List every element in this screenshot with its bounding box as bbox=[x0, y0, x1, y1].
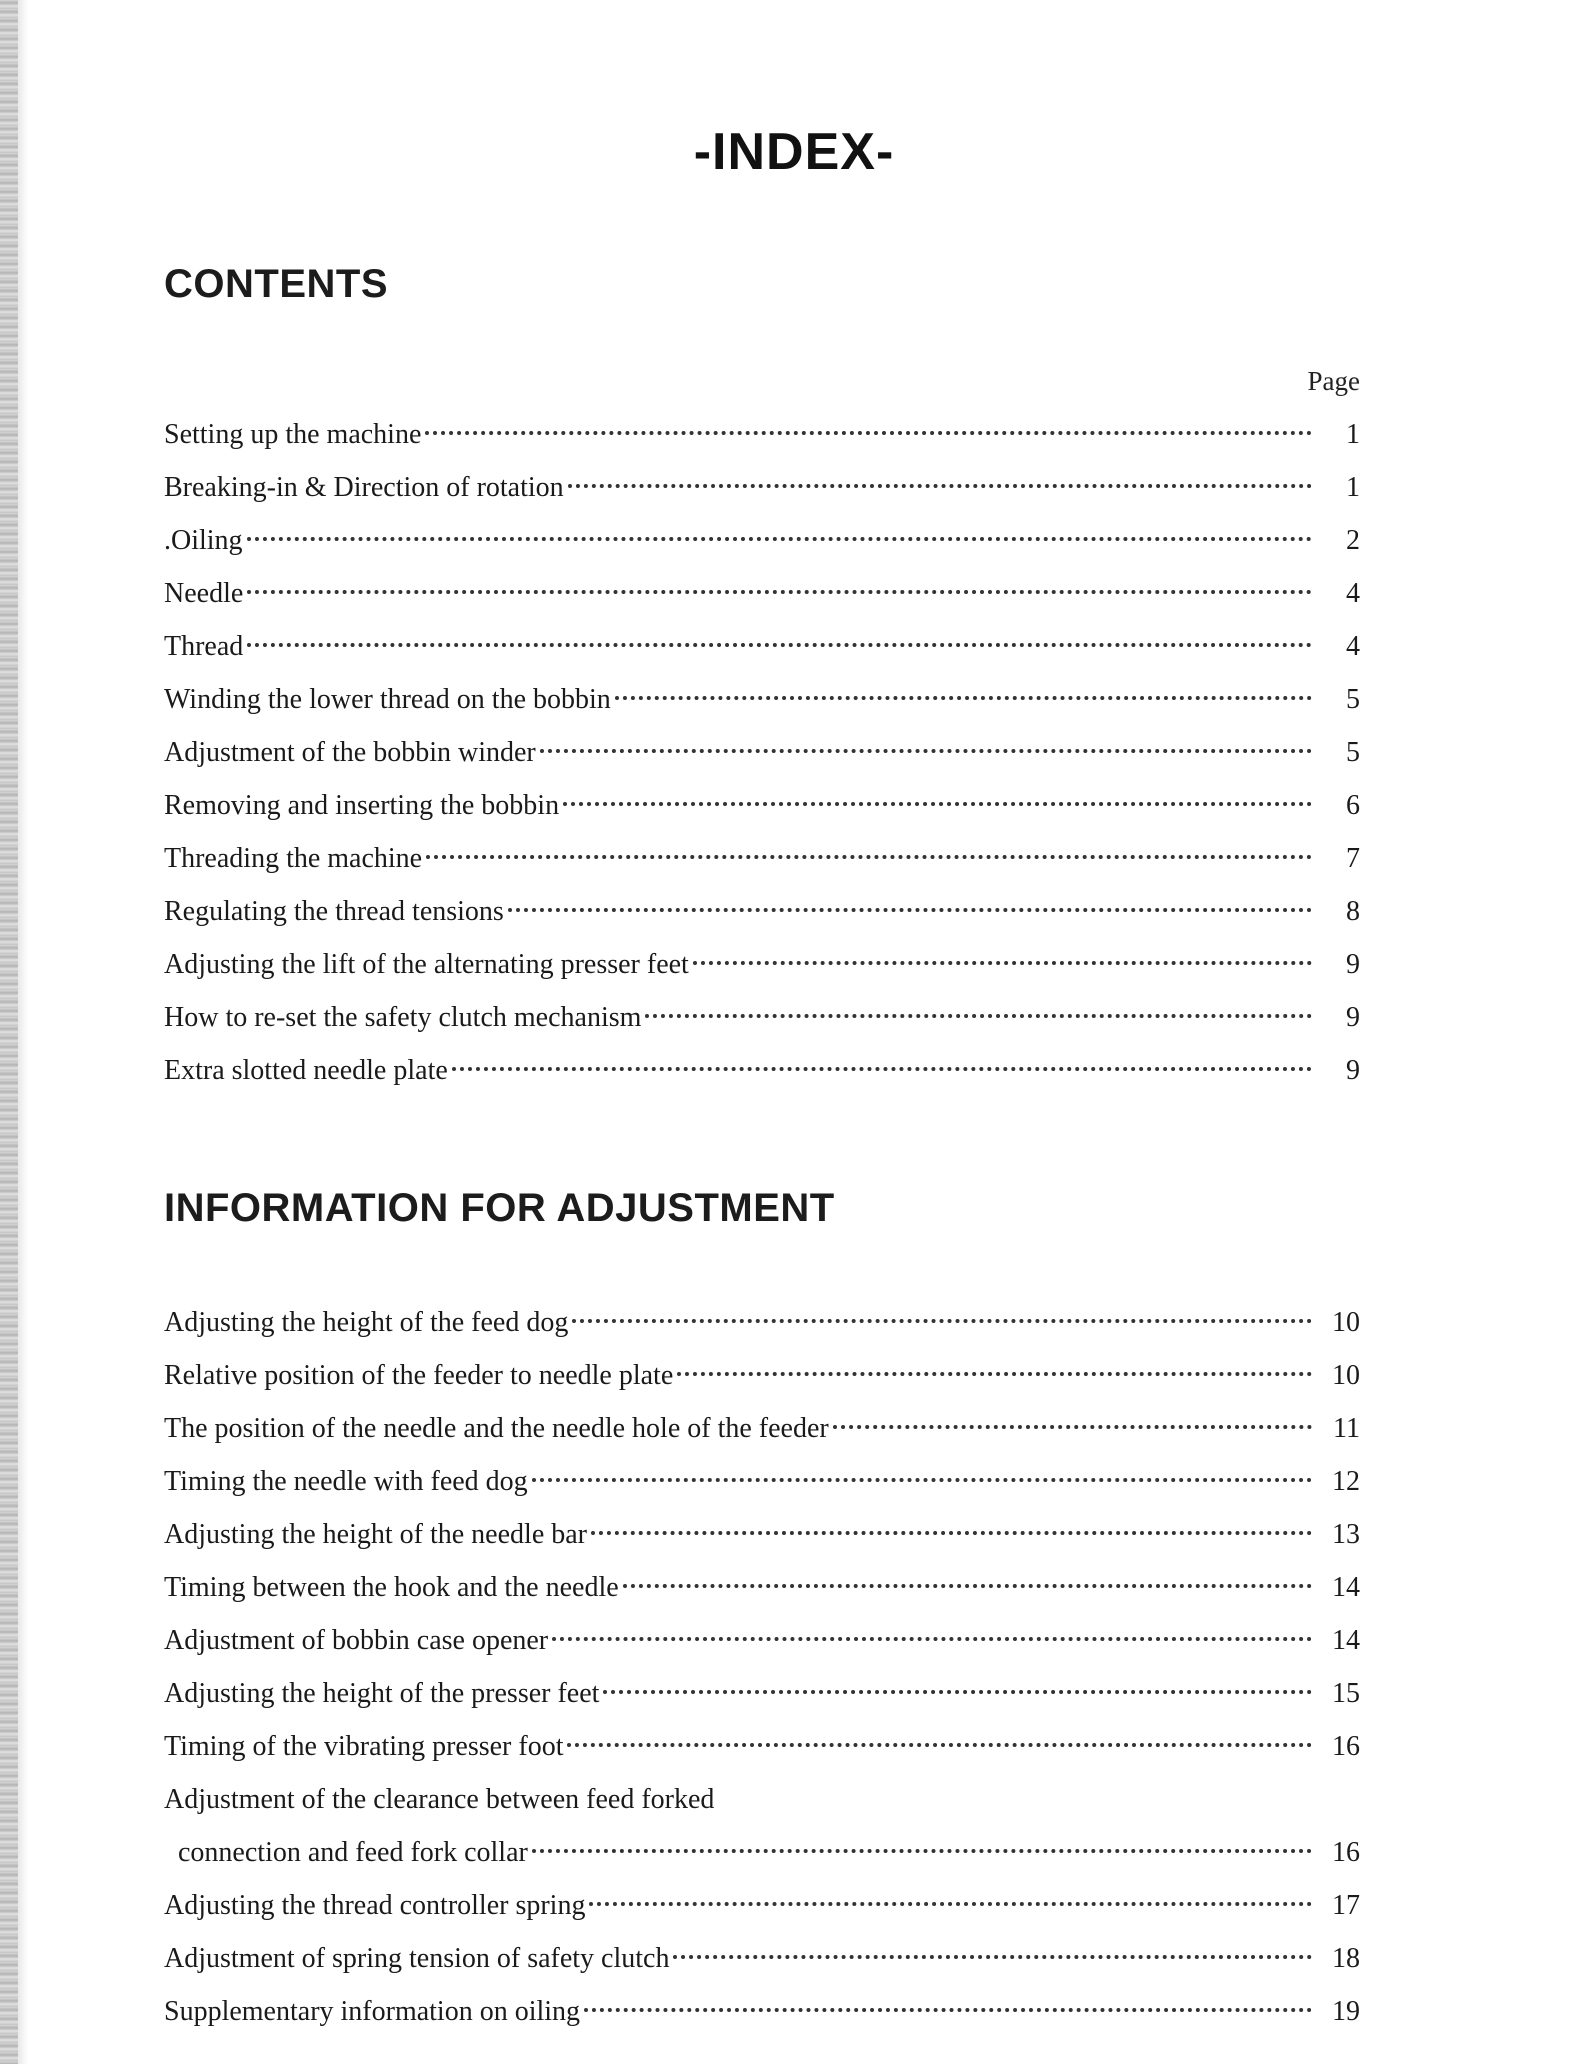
toc-entry-page: 13 bbox=[1332, 1519, 1360, 1550]
toc-entry-page: 2 bbox=[1346, 525, 1360, 556]
dot-leader bbox=[615, 696, 1312, 700]
toc-entry-label: Extra slotted needle plate bbox=[164, 1055, 448, 1086]
toc-entry-label: Timing of the vibrating presser foot bbox=[164, 1731, 564, 1762]
toc-entry bbox=[164, 1720, 1360, 1773]
toc-entry bbox=[164, 1985, 1360, 2038]
toc-entry-label: Adjustment of spring tension of safety clutch bbox=[164, 1943, 670, 1974]
toc-entry-label: Adjusting the height of the feed dog bbox=[164, 1307, 569, 1338]
scan-edge-shadow bbox=[0, 0, 18, 2064]
toc-entry bbox=[164, 1508, 1360, 1561]
toc-entry-label: Adjusting the lift of the alternating presser feet bbox=[164, 949, 689, 980]
toc-entry-label: Breaking-in & Direction of rotation bbox=[164, 472, 564, 503]
dot-leader bbox=[532, 1849, 1312, 1853]
toc-entry bbox=[164, 1879, 1360, 1932]
toc-entry-page: 5 bbox=[1346, 684, 1360, 715]
toc-entry-label: Adjusting the height of the presser feet bbox=[164, 1678, 600, 1709]
toc-entry bbox=[164, 620, 1360, 673]
toc-entry bbox=[164, 1349, 1360, 1402]
dot-leader bbox=[589, 1902, 1312, 1906]
toc-entry-label: Supplementary information on oiling bbox=[164, 1996, 581, 2027]
toc-entry-label: Adjustment of bobbin case opener bbox=[164, 1625, 549, 1656]
dot-leader bbox=[591, 1531, 1312, 1535]
dot-leader bbox=[247, 643, 1312, 647]
toc-entry-page: 8 bbox=[1346, 896, 1360, 927]
dot-leader bbox=[623, 1584, 1312, 1588]
dot-leader bbox=[645, 1014, 1312, 1018]
toc-entry-label: Winding the lower thread on the bobbin bbox=[164, 684, 611, 715]
toc-entry-label: Adjustment of the bobbin winder bbox=[164, 737, 536, 768]
toc-entry-page: 10 bbox=[1332, 1360, 1360, 1391]
toc-entry-label: .Oiling bbox=[164, 525, 243, 556]
dot-leader bbox=[508, 908, 1312, 912]
dot-leader bbox=[425, 431, 1312, 435]
dot-leader bbox=[532, 1478, 1312, 1482]
toc-entry-label: Thread bbox=[164, 631, 244, 662]
dot-leader bbox=[567, 1743, 1312, 1747]
toc-entry-page: 18 bbox=[1332, 1943, 1360, 1974]
toc-entry-label: Adjusting the height of the needle bar bbox=[164, 1519, 587, 1550]
adjustment-heading: INFORMATION FOR ADJUSTMENT bbox=[164, 1186, 835, 1230]
dot-leader bbox=[452, 1067, 1312, 1071]
toc-entry-page: 1 bbox=[1346, 472, 1360, 503]
toc-entry bbox=[164, 408, 1360, 461]
toc-entry bbox=[164, 673, 1360, 726]
toc-entry-page: 14 bbox=[1332, 1572, 1360, 1603]
toc-entry bbox=[164, 885, 1360, 938]
toc-entry-label: Adjusting the thread controller spring bbox=[164, 1890, 586, 1921]
toc-entry-page: 4 bbox=[1346, 631, 1360, 662]
dot-leader bbox=[540, 749, 1312, 753]
toc-entry-page: 14 bbox=[1332, 1625, 1360, 1656]
toc-entry bbox=[164, 938, 1360, 991]
page-column-label: Page bbox=[1307, 366, 1360, 396]
toc-entry-label: Threading the machine bbox=[164, 843, 423, 874]
toc-entry-page: 17 bbox=[1332, 1890, 1360, 1921]
toc-entry bbox=[164, 1402, 1360, 1455]
dot-leader bbox=[603, 1690, 1312, 1694]
adjustment-list bbox=[164, 1296, 1360, 2038]
toc-entry-label: connection and feed fork collar bbox=[178, 1837, 528, 1868]
toc-entry-page: 4 bbox=[1346, 578, 1360, 609]
toc-entry bbox=[164, 567, 1360, 620]
toc-entry-page: 7 bbox=[1346, 843, 1360, 874]
toc-entry-page: 11 bbox=[1333, 1413, 1360, 1444]
contents-heading: CONTENTS bbox=[164, 262, 388, 306]
toc-entry-page: 16 bbox=[1332, 1731, 1360, 1762]
toc-entry bbox=[164, 1614, 1360, 1667]
toc-entry bbox=[164, 991, 1360, 1044]
toc-entry-page: 16 bbox=[1332, 1837, 1360, 1868]
toc-entry-label: Setting up the machine bbox=[164, 419, 422, 450]
toc-entry-first-line bbox=[164, 1773, 1360, 1826]
toc-entry-label: Timing between the hook and the needle bbox=[164, 1572, 619, 1603]
dot-leader bbox=[568, 484, 1312, 488]
dot-leader bbox=[673, 1955, 1312, 1959]
dot-leader bbox=[247, 590, 1312, 594]
toc-entry-page: 9 bbox=[1346, 1002, 1360, 1033]
toc-entry-page: 9 bbox=[1346, 1055, 1360, 1086]
toc-entry bbox=[164, 461, 1360, 514]
toc-entry bbox=[164, 514, 1360, 567]
dot-leader bbox=[677, 1372, 1312, 1376]
toc-entry bbox=[164, 832, 1360, 885]
toc-entry-page: 6 bbox=[1346, 790, 1360, 821]
dot-leader bbox=[572, 1319, 1312, 1323]
page-title: -INDEX- bbox=[693, 123, 895, 181]
toc-entry-label: Adjustment of the clearance between feed forked bbox=[164, 1784, 715, 1815]
toc-entry-label: Relative position of the feeder to needle plate bbox=[164, 1360, 674, 1391]
toc-entry bbox=[164, 1455, 1360, 1508]
contents-list bbox=[164, 408, 1360, 1097]
toc-entry bbox=[164, 1932, 1360, 1985]
toc-entry-page: 9 bbox=[1346, 949, 1360, 980]
toc-entry-page: 10 bbox=[1332, 1307, 1360, 1338]
toc-entry-label: The position of the needle and the needle hole of the feeder bbox=[164, 1413, 829, 1444]
toc-entry-label: Timing the needle with feed dog bbox=[164, 1466, 528, 1497]
dot-leader bbox=[247, 537, 1312, 541]
toc-entry-page: 15 bbox=[1332, 1678, 1360, 1709]
dot-leader bbox=[584, 2008, 1312, 2012]
toc-entry-page: 1 bbox=[1346, 419, 1360, 450]
toc-entry bbox=[164, 1561, 1360, 1614]
dot-leader bbox=[833, 1425, 1312, 1429]
dot-leader bbox=[426, 855, 1312, 859]
toc-entry bbox=[164, 726, 1360, 779]
toc-entry bbox=[164, 1044, 1360, 1097]
toc-entry-label: Regulating the thread tensions bbox=[164, 896, 504, 927]
dot-leader bbox=[693, 961, 1312, 965]
toc-entry bbox=[164, 1667, 1360, 1720]
toc-entry-label: Needle bbox=[164, 578, 244, 609]
toc-entry-page: 12 bbox=[1332, 1466, 1360, 1497]
toc-entry-label: How to re-set the safety clutch mechanism bbox=[164, 1002, 642, 1033]
toc-entry-page: 19 bbox=[1332, 1996, 1360, 2027]
toc-entry-page: 5 bbox=[1346, 737, 1360, 768]
toc-entry-continuation bbox=[164, 1826, 1360, 1879]
toc-entry bbox=[164, 1296, 1360, 1349]
dot-leader bbox=[552, 1637, 1312, 1641]
toc-entry-label: Removing and inserting the bobbin bbox=[164, 790, 560, 821]
dot-leader bbox=[563, 802, 1312, 806]
toc-entry bbox=[164, 779, 1360, 832]
